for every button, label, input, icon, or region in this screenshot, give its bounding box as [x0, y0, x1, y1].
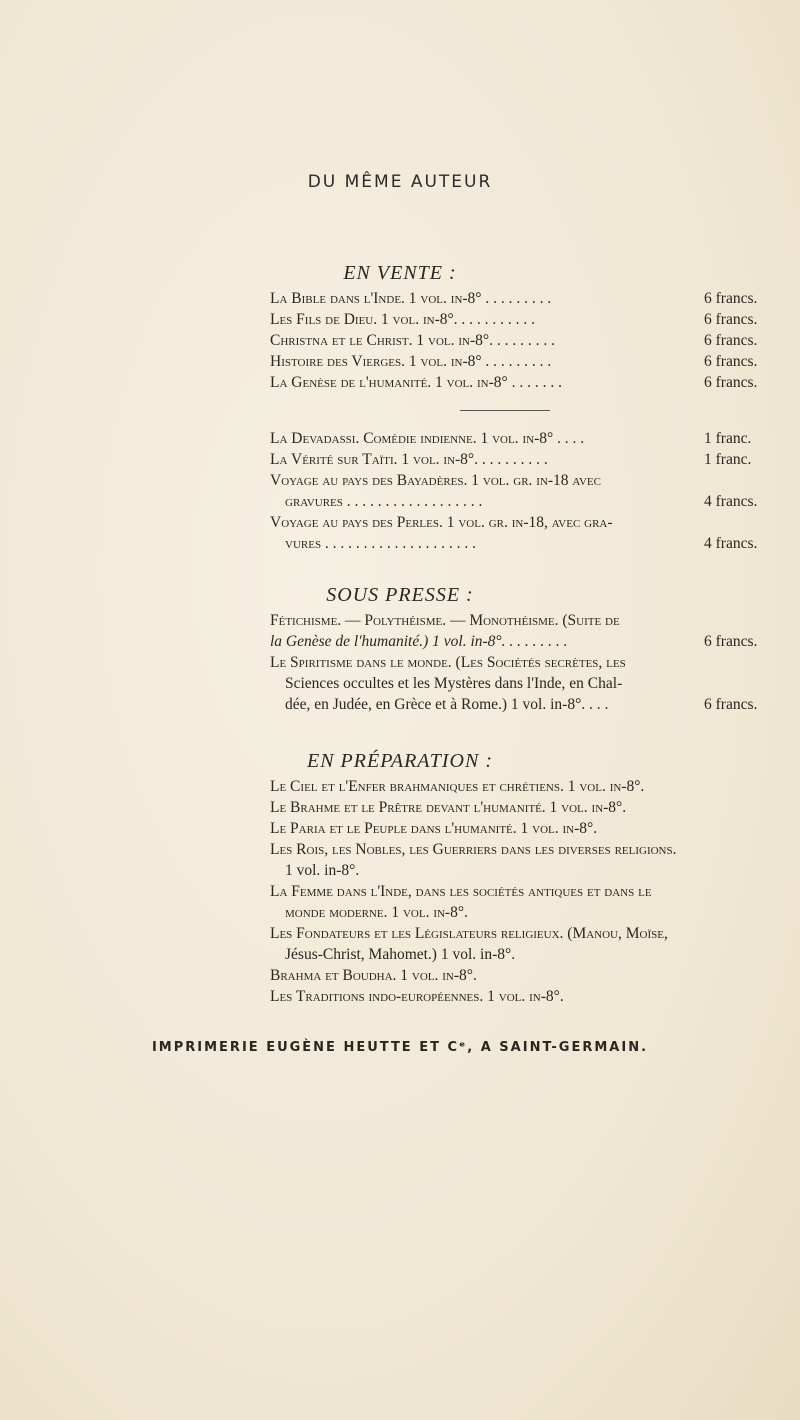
- price: 1 franc.: [704, 451, 752, 468]
- en-vente-title: EN VENTE :: [343, 262, 457, 284]
- price: 4 francs.: [704, 493, 758, 510]
- list-item: Le Ciel et l'Enfer brahmaniques et chrétiens. 1 vol. in-8°.: [270, 778, 645, 795]
- list-item: Le Spiritisme dans le monde. (Les Sociétés secrètes, les: [270, 654, 626, 671]
- price: 6 francs.: [704, 374, 758, 391]
- sous-presse-title: SOUS PRESSE :: [326, 584, 474, 606]
- price: 6 francs.: [704, 353, 758, 370]
- list-item: Les Fondateurs et les Législateurs religieux. (Manou, Moïse,: [270, 925, 668, 942]
- list-item-cont: Jésus-Christ, Mahomet.) 1 vol. in-8°.: [285, 946, 516, 963]
- list-item-cont: Sciences occultes et les Mystères dans l'Inde, en Chal-: [285, 675, 623, 692]
- list-item: La Femme dans l'Inde, dans les sociétés antiques et dans le: [270, 883, 652, 900]
- price: 6 francs.: [704, 633, 758, 650]
- list-item: Voyage au pays des Perles. 1 vol. gr. in-18, avec gra-: [270, 514, 613, 531]
- list-item-cont: vures . . . . . . . . . . . . . . . . . . . .: [285, 535, 477, 552]
- price: 6 francs.: [704, 311, 758, 328]
- list-item: Les Traditions indo-européennes. 1 vol. in-8°.: [270, 988, 564, 1005]
- list-item: Fétichisme. — Polythéisme. — Monothéisme. (Suite de: [270, 612, 620, 629]
- list-item: La Devadassi. Comédie indienne. 1 vol. in-8° . . . .: [270, 430, 585, 447]
- list-item: Histoire des Vierges. 1 vol. in-8° . . . . . . . . .: [270, 353, 552, 370]
- list-item: Les Fils de Dieu. 1 vol. in-8°. . . . . . . . . . .: [270, 311, 536, 328]
- price: 6 francs.: [704, 696, 758, 713]
- imprint-footer: IMPRIMERIE EUGÈNE HEUTTE ET Cᵉ, A SAINT-GERMAIN.: [151, 1040, 649, 1055]
- price: 4 francs.: [704, 535, 758, 552]
- list-item: Le Brahme et le Prêtre devant l'humanité. 1 vol. in-8°.: [270, 799, 627, 816]
- list-item: Brahma et Boudha. 1 vol. in-8°.: [270, 967, 477, 984]
- header-title: DU MÊME AUTEUR: [307, 172, 493, 192]
- price: 6 francs.: [704, 332, 758, 349]
- list-item-cont: dée, en Judée, en Grèce et à Rome.) 1 vol. in-8°. . . .: [285, 696, 609, 713]
- en-preparation-title: EN PRÉPARATION :: [307, 750, 493, 772]
- list-item: Les Rois, les Nobles, les Guerriers dans les diverses religions.: [270, 841, 677, 858]
- list-item: Christna et le Christ. 1 vol. in-8°. . . . . . . . .: [270, 332, 555, 349]
- list-item: Voyage au pays des Bayadères. 1 vol. gr. in-18 avec: [270, 472, 601, 489]
- list-item: La Vérité sur Taïti. 1 vol. in-8°. . . . . . . . . .: [270, 451, 548, 468]
- list-item-cont: 1 vol. in-8°.: [285, 862, 360, 879]
- list-item: la Genèse de l'humanité.) 1 vol. in-8°. . . . . . . . .: [270, 633, 568, 650]
- divider: [460, 410, 550, 411]
- list-item: Le Paria et le Peuple dans l'humanité. 1 vol. in-8°.: [270, 820, 598, 837]
- price: 1 franc.: [704, 430, 752, 447]
- list-item-cont: monde moderne. 1 vol. in-8°.: [285, 904, 468, 921]
- list-item: La Genèse de l'humanité. 1 vol. in-8° . . . . . . .: [270, 374, 562, 391]
- list-item: La Bible dans l'Inde. 1 vol. in-8° . . . . . . . . .: [270, 290, 552, 307]
- price: 6 francs.: [704, 290, 758, 307]
- list-item-cont: gravures . . . . . . . . . . . . . . . . . .: [285, 493, 483, 510]
